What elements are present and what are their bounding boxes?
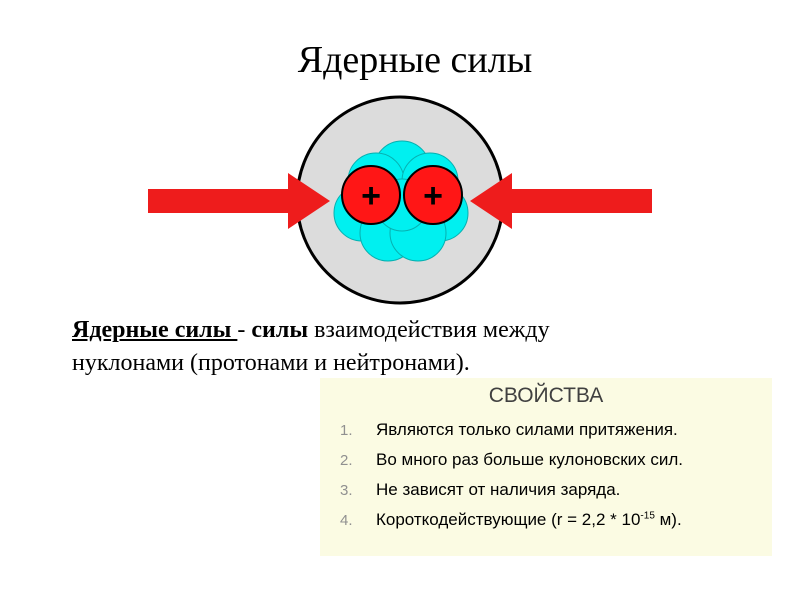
definition-dash: -	[237, 317, 252, 343]
definition-line2: нуклонами (протонами и нейтронами).	[72, 350, 470, 376]
proton-left-sign: +	[361, 177, 381, 215]
properties-list	[340, 420, 683, 540]
list-item	[340, 450, 683, 480]
nucleus-diagram	[140, 95, 660, 305]
definition-text	[72, 314, 732, 380]
range-text-before: Короткодействующие (r = 2,2 * 10	[376, 510, 641, 529]
proton-left	[342, 166, 400, 224]
properties-panel	[320, 378, 772, 556]
proton-right-sign: +	[423, 177, 443, 215]
list-item-text: Не зависят от наличия заряда.	[376, 480, 621, 499]
proton-right	[404, 166, 462, 224]
list-item-number: 3.	[340, 482, 353, 499]
list-item	[340, 480, 683, 510]
definition-line1-rest: взаимодействия между	[308, 317, 550, 343]
list-item	[340, 420, 683, 450]
range-text-after: м).	[654, 510, 682, 529]
definition-bold-word: силы	[251, 317, 309, 343]
properties-heading: СВОЙСТВА	[488, 384, 604, 407]
list-item-text: Во много раз больше кулоновских сил.	[376, 450, 683, 469]
list-item-number: 1.	[340, 422, 353, 439]
range-exponent: -15	[640, 510, 655, 522]
list-item	[340, 510, 683, 540]
list-item-text: Являются только силами притяжения.	[376, 420, 678, 439]
definition-term: Ядерные силы	[72, 317, 238, 343]
list-item-number: 2.	[340, 452, 353, 469]
slide-title: Ядерные силы	[297, 39, 533, 81]
list-item-number: 4.	[340, 512, 353, 529]
list-item-text	[376, 510, 682, 530]
